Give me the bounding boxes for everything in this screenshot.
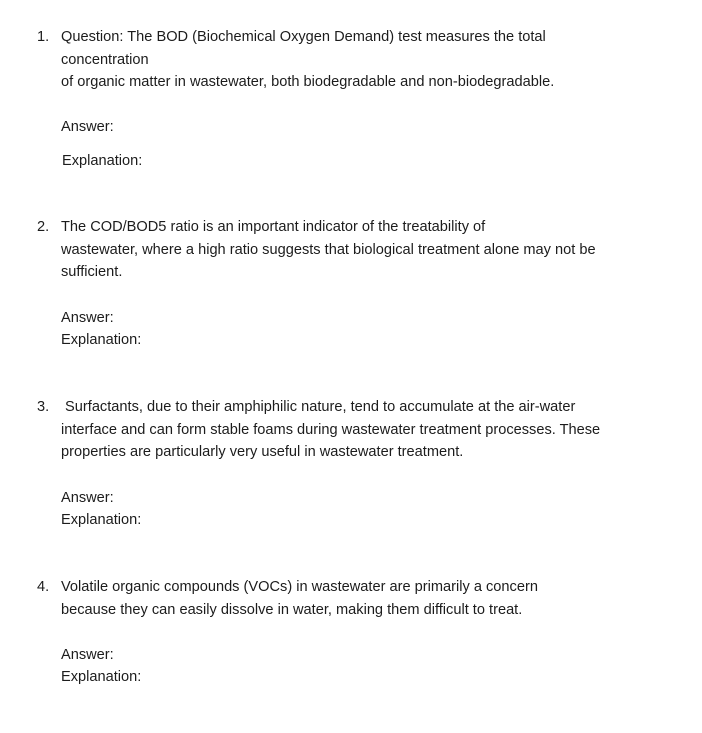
answer-label: Answer: — [61, 310, 114, 326]
explanation-label: Explanation: — [61, 332, 142, 348]
explanation-label: Explanation: — [61, 669, 142, 685]
question-number: 1. — [37, 29, 50, 45]
question-text-line: of organic matter in wastewater, both biodegradable and non-biodegradable. — [61, 74, 555, 90]
question-number: 4. — [37, 579, 50, 595]
question-number: 3. — [37, 399, 50, 415]
question-text-line: wastewater, where a high ratio suggests that biological treatment alone may not be — [61, 242, 596, 258]
question-text-line: properties are particularly very useful in wastewater treatment. — [61, 444, 464, 460]
question-text-line: interface and can form stable foams during wastewater treatment processes. These — [61, 422, 601, 438]
question-text-line: The COD/BOD5 ratio is an important indicator of the treatability of — [61, 219, 486, 235]
question-text-line: because they can easily dissolve in water, making them difficult to treat. — [61, 602, 523, 618]
explanation-label: Explanation: — [62, 153, 143, 169]
answer-label: Answer: — [61, 490, 114, 506]
answer-label: Answer: — [61, 647, 114, 663]
question-text-line: concentration — [61, 52, 149, 68]
question-text-line: Volatile organic compounds (VOCs) in wastewater are primarily a concern — [61, 579, 538, 595]
explanation-label: Explanation: — [61, 512, 142, 528]
question-text-line: Surfactants, due to their amphiphilic nature, tend to accumulate at the air-water — [61, 399, 576, 415]
question-text-line: sufficient. — [61, 264, 123, 280]
question-text-line: Question: The BOD (Biochemical Oxygen Demand) test measures the total — [61, 29, 546, 45]
question-number: 2. — [37, 219, 50, 235]
answer-label: Answer: — [61, 119, 114, 135]
